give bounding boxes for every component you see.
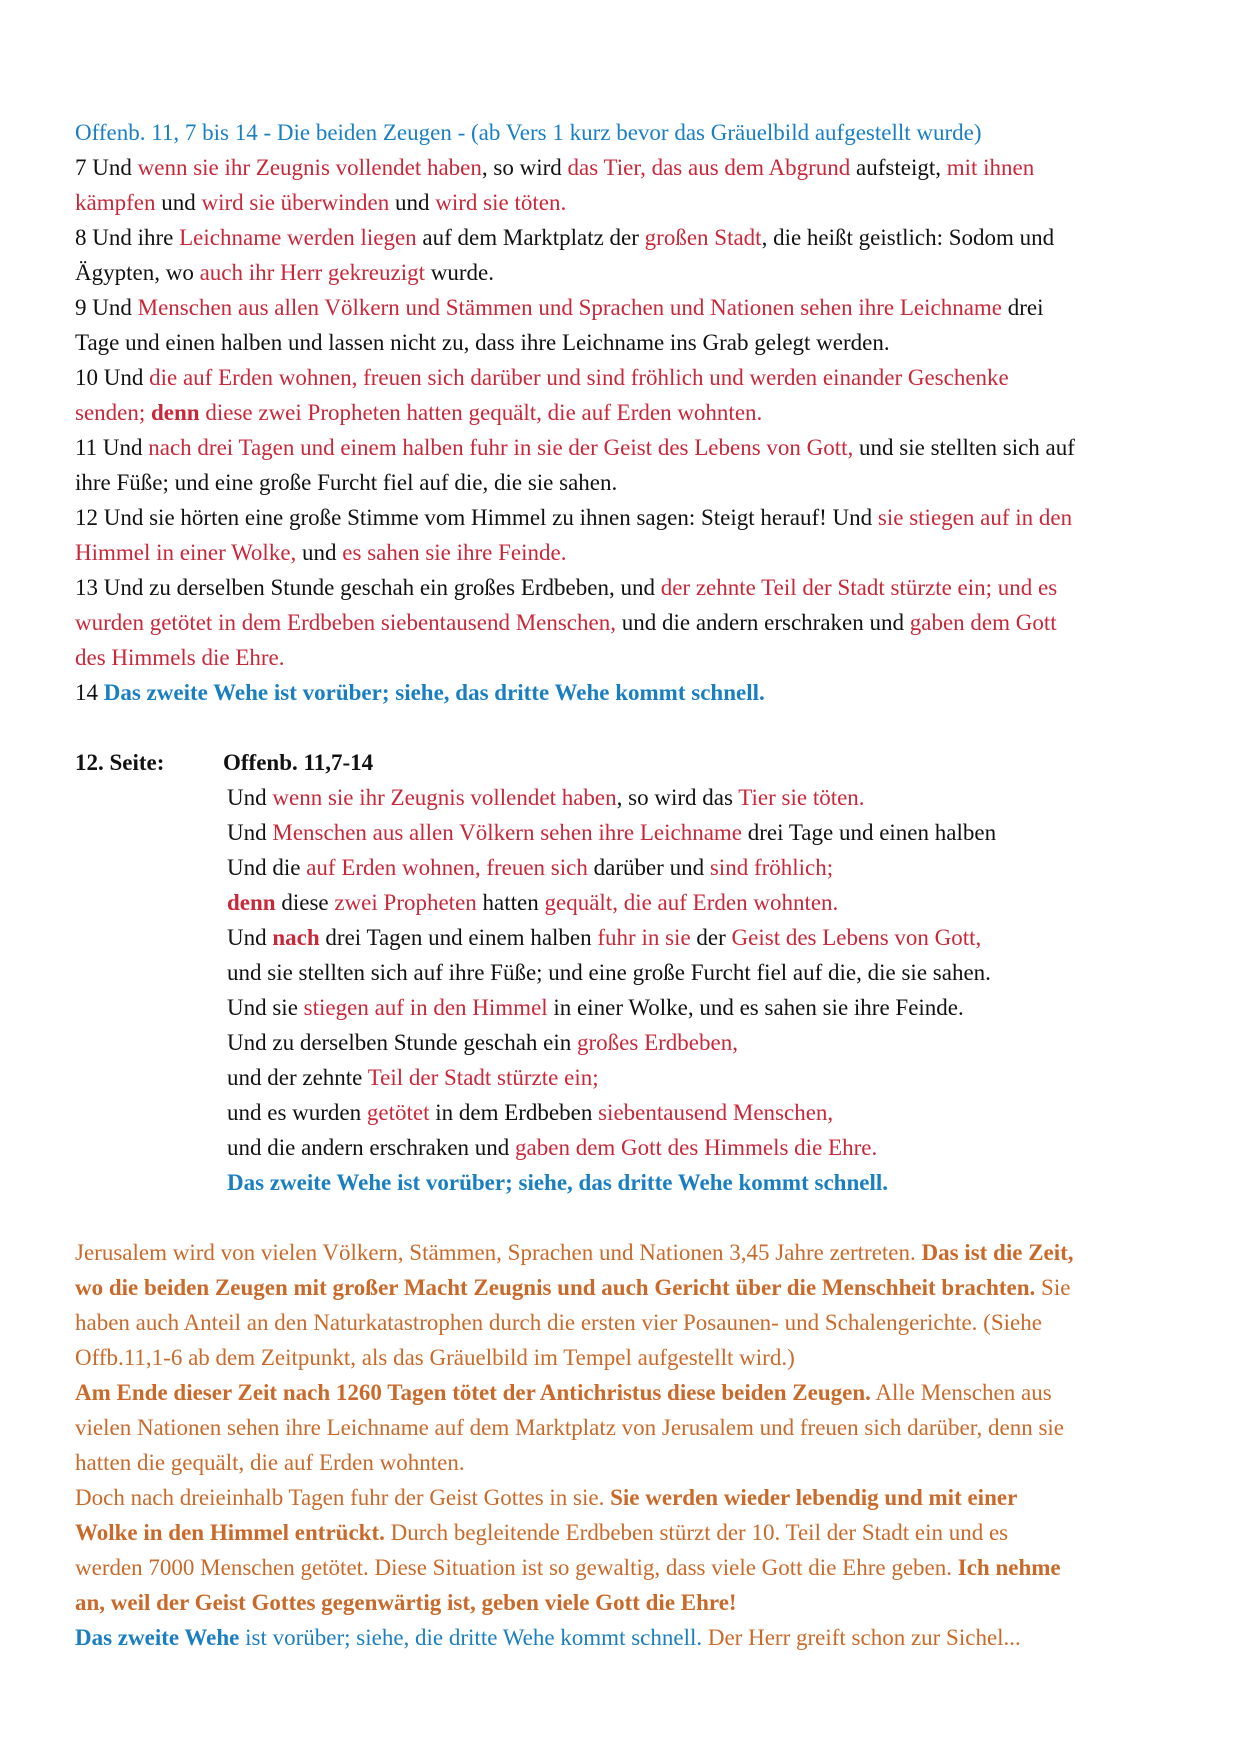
commentary bbox=[75, 1235, 1175, 1655]
text-line bbox=[227, 1025, 1175, 1060]
text-segment: 11 Und bbox=[75, 435, 149, 460]
text-line bbox=[227, 920, 1175, 955]
text-line bbox=[227, 1095, 1175, 1130]
text-segment: Himmel in einer Wolke, bbox=[75, 540, 297, 565]
text-segment: Das zweite Wehe bbox=[75, 1625, 240, 1650]
text-segment: 10 Und bbox=[75, 365, 150, 390]
text-segment: drei bbox=[1002, 295, 1044, 320]
text-segment: das Tier, das aus dem Abgrund bbox=[567, 155, 851, 180]
text-line bbox=[75, 1515, 1175, 1550]
text-segment: werden 7000 Menschen getötet. Diese Situation ist so gewaltig, dass viele Gott die Ehre geben. bbox=[75, 1555, 958, 1580]
text-segment: denn bbox=[151, 400, 200, 425]
text-segment: Sie bbox=[1035, 1275, 1071, 1300]
text-segment: gaben dem Gott bbox=[909, 610, 1057, 635]
text-line bbox=[75, 640, 1175, 675]
text-segment: senden; bbox=[75, 400, 152, 425]
text-line bbox=[75, 150, 1175, 185]
text-segment: Menschen aus allen Völkern sehen ihre Leichname bbox=[272, 820, 742, 845]
text-segment: siebentausend Menschen, bbox=[598, 1100, 834, 1125]
seite-lines bbox=[75, 780, 1175, 1200]
text-segment: 12 Und sie hörten eine große Stimme vom Himmel zu ihnen sagen: Steigt herauf! Und bbox=[75, 505, 878, 530]
text-segment: Durch begleitende Erdbeben stürzt der 10. Teil der Stadt ein und es bbox=[384, 1520, 1009, 1545]
text-line bbox=[75, 465, 1175, 500]
text-line bbox=[227, 990, 1175, 1025]
text-segment: mit ihnen bbox=[946, 155, 1035, 180]
text-segment: zwei Propheten bbox=[334, 890, 477, 915]
text-line bbox=[75, 1305, 1175, 1340]
text-segment: Teil der Stadt stürzte ein; bbox=[367, 1065, 599, 1090]
seite-title: Offenb. 11,7-14 bbox=[223, 750, 374, 775]
text-segment: Am Ende dieser Zeit nach 1260 Tagen tötet der Antichristus diese beiden Zeugen. bbox=[75, 1380, 871, 1405]
text-segment: Doch nach dreieinhalb Tagen fuhr der Geist Gottes in sie. bbox=[75, 1485, 611, 1510]
page-heading: Offenb. 11, 7 bis 14 - Die beiden Zeugen - (ab Vers 1 kurz bevor das Gräuelbild aufgestellt wurde) bbox=[75, 120, 982, 145]
text-segment: Das zweite Wehe ist vorüber; siehe, das dritte Wehe kommt schnell. bbox=[103, 680, 765, 705]
text-segment: sie stiegen auf in den bbox=[877, 505, 1073, 530]
text-segment: Alle Menschen aus bbox=[870, 1380, 1052, 1405]
text-segment: Menschen aus allen Völkern und Stämmen und Sprachen und Nationen sehen ihre Leichname bbox=[137, 295, 1003, 320]
text-segment: drei Tage und einen halben bbox=[742, 820, 997, 845]
text-segment: wird sie überwinden bbox=[201, 190, 390, 215]
text-segment: Und sie bbox=[227, 995, 304, 1020]
text-segment: des Himmels die Ehre. bbox=[75, 645, 285, 670]
seite-header bbox=[75, 745, 1175, 780]
text-segment: wo die beiden Zeugen mit großer Macht Zeugnis und auch Gericht über die Menschheit brachten. bbox=[75, 1275, 1036, 1300]
text-line bbox=[75, 535, 1175, 570]
text-segment: Sie werden wieder lebendig und mit einer bbox=[610, 1485, 1018, 1510]
text-segment: Offb.11,1-6 ab dem Zeitpunkt, als das Gräuelbild im Tempel aufgestellt wird.) bbox=[75, 1345, 795, 1370]
text-line bbox=[75, 360, 1175, 395]
text-segment: , so wird bbox=[481, 155, 568, 180]
text-line bbox=[75, 255, 1175, 290]
text-segment: , die heißt geistlich: Sodom und bbox=[761, 225, 1055, 250]
text-line bbox=[75, 290, 1175, 325]
text-segment: 9 Und bbox=[75, 295, 138, 320]
text-line bbox=[75, 325, 1175, 360]
text-line bbox=[75, 1550, 1175, 1585]
text-segment: aufsteigt, bbox=[850, 155, 947, 180]
text-line bbox=[227, 885, 1175, 920]
text-line bbox=[75, 1340, 1175, 1375]
text-segment: 8 Und ihre bbox=[75, 225, 180, 250]
text-segment: sind fröhlich; bbox=[709, 855, 834, 880]
text-segment: Und zu derselben Stunde geschah ein bbox=[227, 1030, 578, 1055]
text-line bbox=[75, 395, 1175, 430]
text-line bbox=[227, 780, 1175, 815]
text-segment: ist vorüber; siehe, die dritte Wehe kommt schnell. bbox=[239, 1625, 703, 1650]
text-line bbox=[75, 220, 1175, 255]
text-line bbox=[75, 675, 1175, 710]
text-segment: und der zehnte bbox=[227, 1065, 368, 1090]
text-segment: wurde. bbox=[425, 260, 494, 285]
text-line bbox=[75, 1270, 1175, 1305]
text-segment: und sie stellten sich auf bbox=[853, 435, 1075, 460]
text-line bbox=[75, 1480, 1175, 1515]
text-segment: und es wurden bbox=[227, 1100, 367, 1125]
text-segment: es sahen sie ihre Feinde. bbox=[342, 540, 567, 565]
text-segment: stiegen auf in den Himmel bbox=[303, 995, 548, 1020]
text-segment: Und die bbox=[227, 855, 307, 880]
text-segment: hatten bbox=[476, 890, 545, 915]
text-segment: Jerusalem wird von vielen Völkern, Stämmen, Sprachen und Nationen 3,45 Jahre zertreten. bbox=[75, 1240, 922, 1265]
text-segment: großes Erdbeben, bbox=[577, 1030, 738, 1055]
text-segment: an, weil der Geist Gottes gegenwärtig ist, geben viele Gott die Ehre! bbox=[75, 1590, 737, 1615]
text-line bbox=[75, 1410, 1175, 1445]
text-segment: in dem Erdbeben bbox=[429, 1100, 599, 1125]
text-segment: Leichname werden liegen bbox=[179, 225, 417, 250]
text-line bbox=[75, 1620, 1175, 1655]
text-line bbox=[75, 1445, 1175, 1480]
text-segment: großen Stadt bbox=[644, 225, 762, 250]
spacer bbox=[75, 1200, 1175, 1235]
verse-text bbox=[75, 150, 1175, 710]
text-segment: 14 bbox=[75, 680, 104, 705]
text-segment: und die andern erschraken und bbox=[227, 1135, 516, 1160]
text-segment: gaben dem Gott des Himmels die Ehre. bbox=[515, 1135, 878, 1160]
text-segment: Und bbox=[227, 785, 273, 810]
text-segment: wenn sie ihr Zeugnis vollendet haben bbox=[272, 785, 617, 810]
text-segment: Tier sie töten. bbox=[738, 785, 865, 810]
text-segment: diese zwei Propheten hatten gequält, die auf Erden wohnten. bbox=[199, 400, 763, 425]
text-segment: Tage und einen halben und lassen nicht zu, dass ihre Leichname ins Grab gelegt werden. bbox=[75, 330, 890, 355]
text-segment: der zehnte Teil der Stadt stürzte ein; und es bbox=[660, 575, 1058, 600]
text-segment: und die andern erschraken und bbox=[615, 610, 910, 635]
spacer bbox=[75, 710, 1175, 745]
text-segment: Wolke in den Himmel entrückt. bbox=[75, 1520, 385, 1545]
text-segment: Der Herr greift schon zur Sichel... bbox=[702, 1625, 1021, 1650]
text-segment: auch ihr Herr gekreuzigt bbox=[199, 260, 425, 285]
text-segment: nach drei Tagen und einem halben fuhr in sie der Geist des Lebens von Gott, bbox=[148, 435, 854, 460]
text-segment: gequält, die auf Erden wohnten. bbox=[544, 890, 839, 915]
text-segment: Das zweite Wehe ist vorüber; siehe, das dritte Wehe kommt schnell. bbox=[227, 1170, 888, 1195]
text-line bbox=[75, 1235, 1175, 1270]
text-segment: der bbox=[690, 925, 732, 950]
text-segment: auf dem Marktplatz der bbox=[416, 225, 645, 250]
text-segment: ihre Füße; und eine große Furcht fiel auf die, die sie sahen. bbox=[75, 470, 618, 495]
text-segment: auf Erden wohnen, freuen sich bbox=[306, 855, 588, 880]
text-segment: und sie stellten sich auf ihre Füße; und eine große Furcht fiel auf die, die sie sahen. bbox=[227, 960, 991, 985]
text-segment: Und bbox=[227, 925, 273, 950]
text-segment: und bbox=[389, 190, 436, 215]
text-segment: Das ist die Zeit, bbox=[921, 1240, 1074, 1265]
text-segment: hatten die gequält, die auf Erden wohnten. bbox=[75, 1450, 465, 1475]
text-segment: wurden getötet in dem Erdbeben siebentausend Menschen, bbox=[75, 610, 616, 635]
text-segment: 7 Und bbox=[75, 155, 138, 180]
text-line bbox=[227, 1060, 1175, 1095]
text-segment: darüber und bbox=[587, 855, 710, 880]
text-line bbox=[227, 815, 1175, 850]
text-segment: nach bbox=[272, 925, 320, 950]
text-segment: kämpfen bbox=[75, 190, 156, 215]
text-line bbox=[75, 1585, 1175, 1620]
text-segment: wird sie töten. bbox=[435, 190, 567, 215]
text-line bbox=[75, 570, 1175, 605]
text-segment: 13 Und zu derselben Stunde geschah ein großes Erdbeben, und bbox=[75, 575, 661, 600]
text-segment: getötet bbox=[366, 1100, 430, 1125]
text-segment: vielen Nationen sehen ihre Leichname auf dem Marktplatz von Jerusalem und freuen sich darüber, denn sie bbox=[75, 1415, 1064, 1440]
text-segment: wenn sie ihr Zeugnis vollendet haben bbox=[137, 155, 482, 180]
text-segment: , so wird das bbox=[616, 785, 739, 810]
text-segment: Ägypten, wo bbox=[75, 260, 200, 285]
text-segment: und bbox=[296, 540, 343, 565]
text-segment: Und bbox=[227, 820, 273, 845]
text-line bbox=[75, 500, 1175, 535]
text-line bbox=[75, 430, 1175, 465]
text-line bbox=[227, 1130, 1175, 1165]
text-line bbox=[75, 1375, 1175, 1410]
text-line bbox=[227, 1165, 1175, 1200]
text-line bbox=[227, 850, 1175, 885]
text-segment: haben auch Anteil an den Naturkatastrophen durch die ersten vier Posaunen- und Schalengerichte. (Siehe bbox=[75, 1310, 1042, 1335]
text-segment: in einer Wolke, und es sahen sie ihre Feinde. bbox=[547, 995, 964, 1020]
text-segment: fuhr in sie bbox=[597, 925, 691, 950]
seite-label: 12. Seite: bbox=[75, 750, 165, 775]
text-segment: Geist des Lebens von Gott, bbox=[731, 925, 982, 950]
document-page bbox=[75, 115, 1175, 1655]
text-line bbox=[75, 185, 1175, 220]
text-segment: denn bbox=[227, 890, 276, 915]
text-line bbox=[75, 605, 1175, 640]
text-segment: Ich nehme bbox=[957, 1555, 1061, 1580]
text-line bbox=[227, 955, 1175, 990]
text-segment: drei Tagen und einem halben bbox=[319, 925, 598, 950]
text-segment: diese bbox=[275, 890, 335, 915]
text-segment: die auf Erden wohnen, freuen sich darüber und sind fröhlich und werden einander Geschenke bbox=[149, 365, 1009, 390]
text-segment: und bbox=[155, 190, 202, 215]
